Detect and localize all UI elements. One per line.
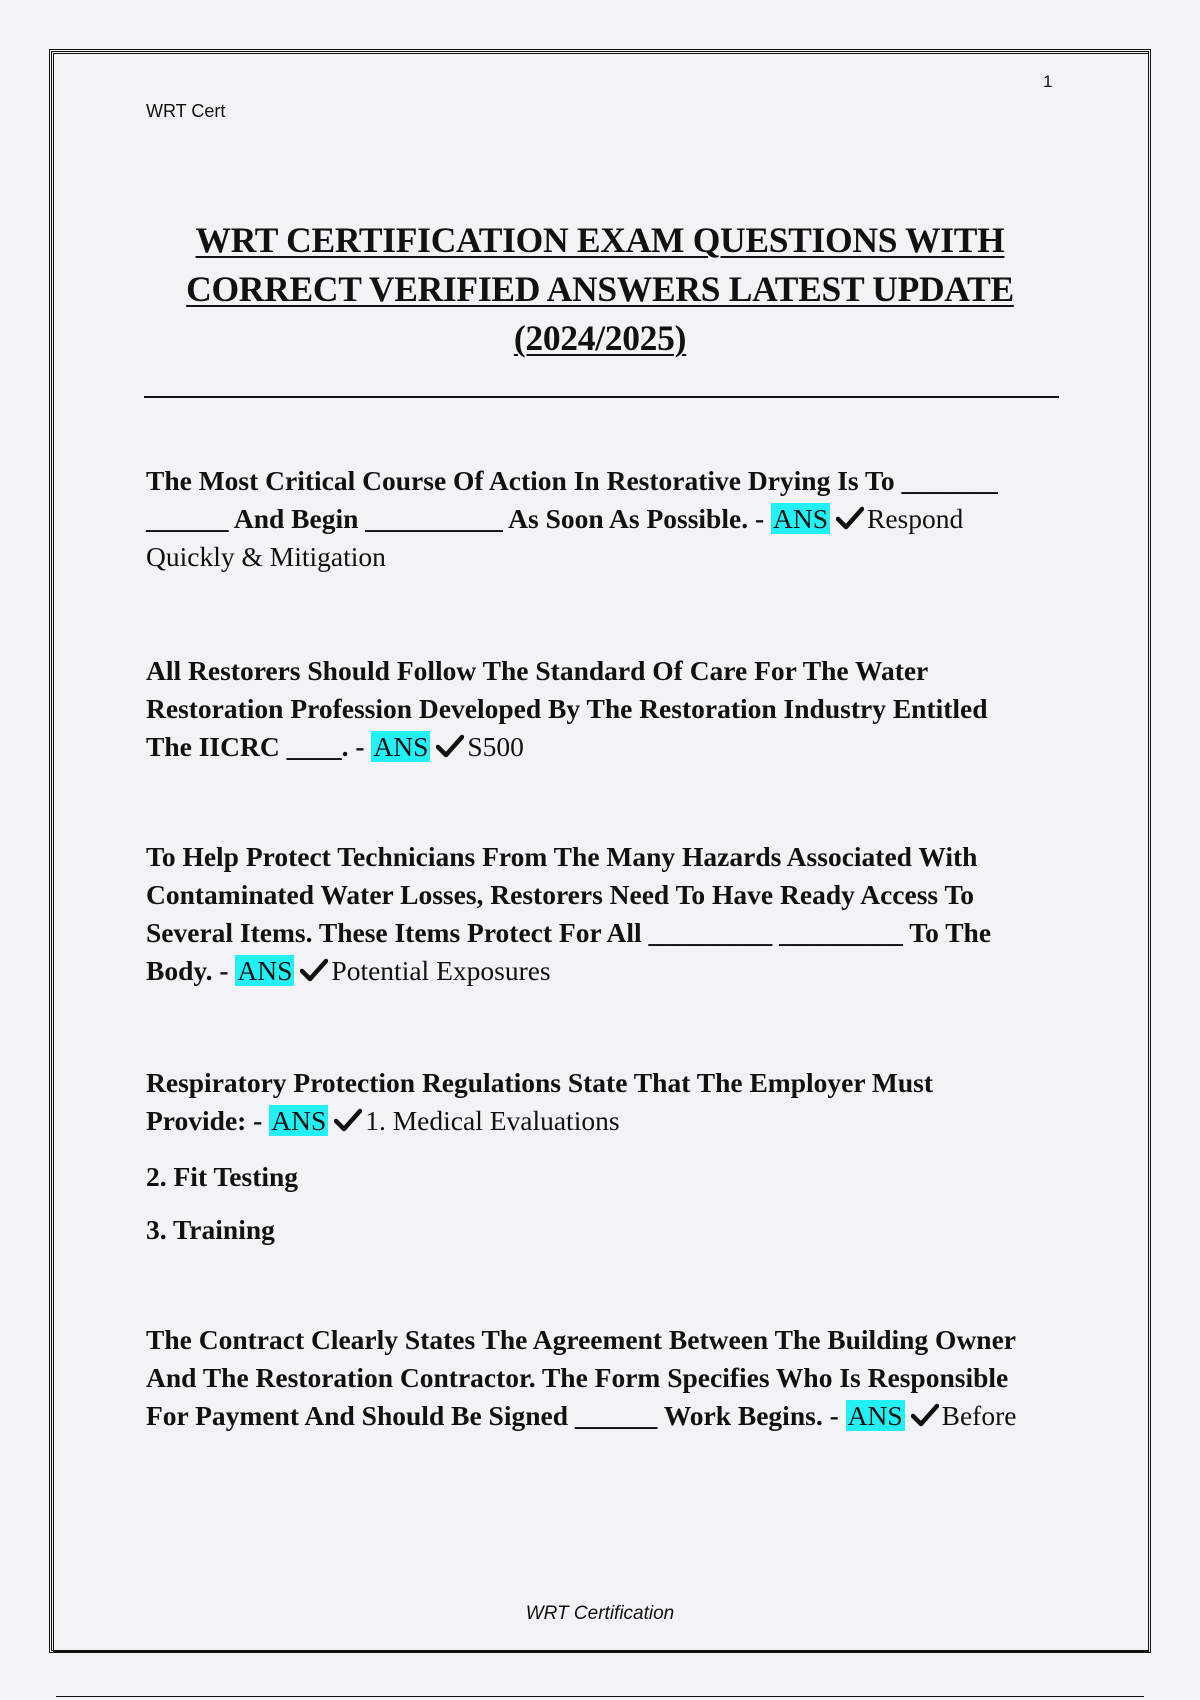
document-title <box>146 216 1054 363</box>
question-line: And The Restoration Contractor. The Form Specifies Who Is Responsible <box>146 1362 1009 1393</box>
question-line: Several Items. These Items Protect For All _________ _________ To The <box>146 917 992 948</box>
page-number: 1 <box>1043 72 1053 91</box>
answer-text: Respond <box>867 503 964 534</box>
ans-label: ANS <box>373 731 429 762</box>
title-divider <box>144 396 1059 398</box>
answer-extra-line: 3. Training <box>146 1214 275 1245</box>
check-icon <box>836 506 864 530</box>
question-line: Body. - <box>146 955 236 986</box>
question-line: The IICRC ____. - <box>146 731 372 762</box>
check-icon <box>300 958 328 982</box>
check-icon <box>334 1108 362 1132</box>
title-line: WRT CERTIFICATION EXAM QUESTIONS WITH <box>195 220 1005 260</box>
ans-label: ANS <box>772 503 828 534</box>
check-icon <box>436 734 464 758</box>
answer-text: 1. Medical Evaluations <box>365 1105 620 1136</box>
question-line: For Payment And Should Be Signed ______ Work Begins. - <box>146 1400 846 1431</box>
question-line: The Contract Clearly States The Agreement Between The Building Owner <box>146 1324 1017 1355</box>
check-icon <box>911 1403 939 1427</box>
question-line: All Restorers Should Follow The Standard Of Care For The Water <box>146 655 929 686</box>
title-line: CORRECT VERIFIED ANSWERS LATEST UPDATE <box>186 269 1014 309</box>
page-footer: WRT Certification <box>525 1603 675 1624</box>
answer-extra-line: 2. Fit Testing <box>146 1161 299 1192</box>
question-line: ______ And Begin __________ As Soon As Possible. - <box>146 503 771 534</box>
answer-text: Before <box>941 1400 1017 1431</box>
answer-text: Potential Exposures <box>331 955 551 986</box>
qa-item <box>146 1321 1061 1435</box>
qa-item <box>146 838 1061 990</box>
page-header: WRT Cert <box>146 101 226 121</box>
question-line: The Most Critical Course Of Action In Restorative Drying Is To _______ <box>146 465 998 496</box>
question-line: Provide: - <box>146 1105 270 1136</box>
question-line: Contaminated Water Losses, Restorers Need To Have Ready Access To <box>146 879 975 910</box>
question-line: Respiratory Protection Regulations State That The Employer Must <box>146 1067 934 1098</box>
answer-text: S500 <box>467 731 524 762</box>
bottom-rule <box>56 1696 1144 1697</box>
qa-item <box>146 652 1061 766</box>
qa-item <box>146 462 1061 576</box>
qa-item <box>146 1064 1061 1140</box>
ans-label: ANS <box>847 1400 903 1431</box>
question-line: Restoration Profession Developed By The Restoration Industry Entitled <box>146 693 988 724</box>
ans-label: ANS <box>237 955 293 986</box>
title-line: (2024/2025) <box>513 318 687 358</box>
ans-label: ANS <box>271 1105 327 1136</box>
answer-text: Quickly & Mitigation <box>146 541 386 572</box>
question-line: To Help Protect Technicians From The Many Hazards Associated With <box>146 841 978 872</box>
